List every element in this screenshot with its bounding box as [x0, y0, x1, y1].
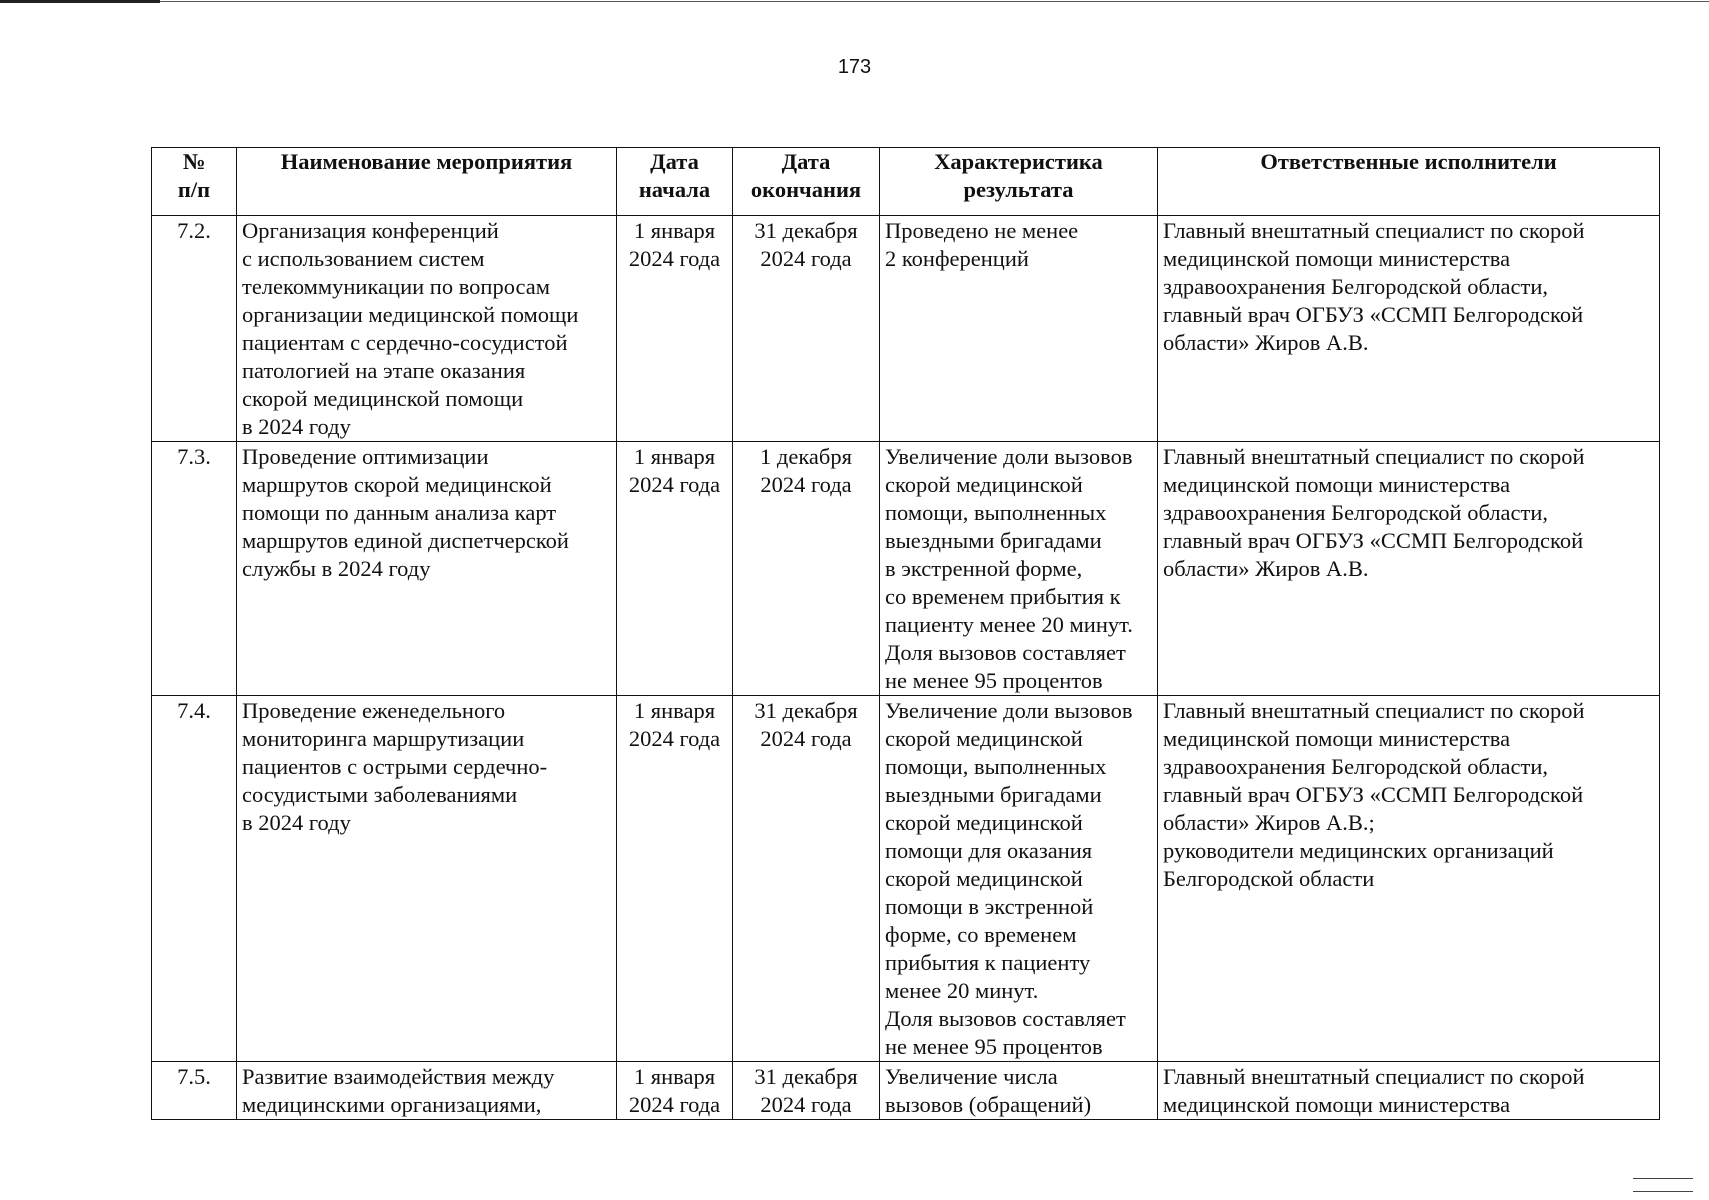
row-num: 7.3.	[152, 442, 237, 696]
row-name: Проведение оптимизации маршрутов скорой медицинской помощи по данным анализа карт маршрутов единой диспетчерской службы в 2024 году	[237, 442, 617, 696]
row-result: Увеличение доли вызовов скорой медицинской помощи, выполненных выездными бригадами в экстренной форме, со временем прибытия к пациенту менее 20 минут. Доля вызовов составляет не менее 95 процентов	[880, 442, 1158, 696]
row-end-date: 31 декабря 2024 года	[733, 1062, 880, 1120]
row-result: Проведено не менее 2 конференций	[880, 216, 1158, 442]
row-end-date: 1 декабря 2024 года	[733, 442, 880, 696]
header-num: № п/п	[152, 148, 237, 216]
row-name: Развитие взаимодействия между медицинскими организациями,	[237, 1062, 617, 1120]
table-row	[152, 216, 1660, 442]
row-end-date: 31 декабря 2024 года	[733, 696, 880, 1062]
row-name: Организация конференций с использованием систем телекоммуникации по вопросам организации медицинской помощи пациентам с сердечно-сосудистой патологией на этапе оказания скорой медицинской помощи в 2024 году	[237, 216, 617, 442]
measures-table	[151, 147, 1660, 1120]
header-start-date: Дата начала	[617, 148, 733, 216]
row-responsible: Главный внештатный специалист по скорой медицинской помощи министерства здравоохранения Белгородской области, главный врач ОГБУЗ «ССМП Белгородской области» Жиров А.В.; руководители медицинских организаций Белгородской области	[1158, 696, 1660, 1062]
row-responsible: Главный внештатный специалист по скорой медицинской помощи министерства здравоохранения Белгородской области, главный врач ОГБУЗ «ССМП Белгородской области» Жиров А.В.	[1158, 216, 1660, 442]
row-num: 7.2.	[152, 216, 237, 442]
scan-edge-mark	[0, 0, 160, 3]
scan-corner-mark	[1633, 1178, 1693, 1192]
row-result: Увеличение доли вызовов скорой медицинской помощи, выполненных выездными бригадами скорой медицинской помощи для оказания скорой медицинской помощи в экстренной форме, со временем прибытия к пациенту менее 20 минут. Доля вызовов составляет не менее 95 процентов	[880, 696, 1158, 1062]
row-name: Проведение еженедельного мониторинга маршрутизации пациентов с острыми сердечно- сосудистыми заболеваниями в 2024 году	[237, 696, 617, 1062]
header-end-date: Дата окончания	[733, 148, 880, 216]
row-start-date: 1 января 2024 года	[617, 216, 733, 442]
table-row	[152, 442, 1660, 696]
header-result: Характеристика результата	[880, 148, 1158, 216]
row-responsible: Главный внештатный специалист по скорой медицинской помощи министерства	[1158, 1062, 1660, 1120]
row-end-date: 31 декабря 2024 года	[733, 216, 880, 442]
row-start-date: 1 января 2024 года	[617, 1062, 733, 1120]
table-row	[152, 696, 1660, 1062]
row-num: 7.5.	[152, 1062, 237, 1120]
scan-edge-line	[160, 1, 1709, 2]
row-num: 7.4.	[152, 696, 237, 1062]
header-name: Наименование мероприятия	[237, 148, 617, 216]
header-responsible: Ответственные исполнители	[1158, 148, 1660, 216]
row-start-date: 1 января 2024 года	[617, 442, 733, 696]
table-header-row	[152, 148, 1660, 216]
row-start-date: 1 января 2024 года	[617, 696, 733, 1062]
row-result: Увеличение числа вызовов (обращений)	[880, 1062, 1158, 1120]
table-row	[152, 1062, 1660, 1120]
row-responsible: Главный внештатный специалист по скорой медицинской помощи министерства здравоохранения Белгородской области, главный врач ОГБУЗ «ССМП Белгородской области» Жиров А.В.	[1158, 442, 1660, 696]
page-number: 173	[837, 56, 872, 78]
